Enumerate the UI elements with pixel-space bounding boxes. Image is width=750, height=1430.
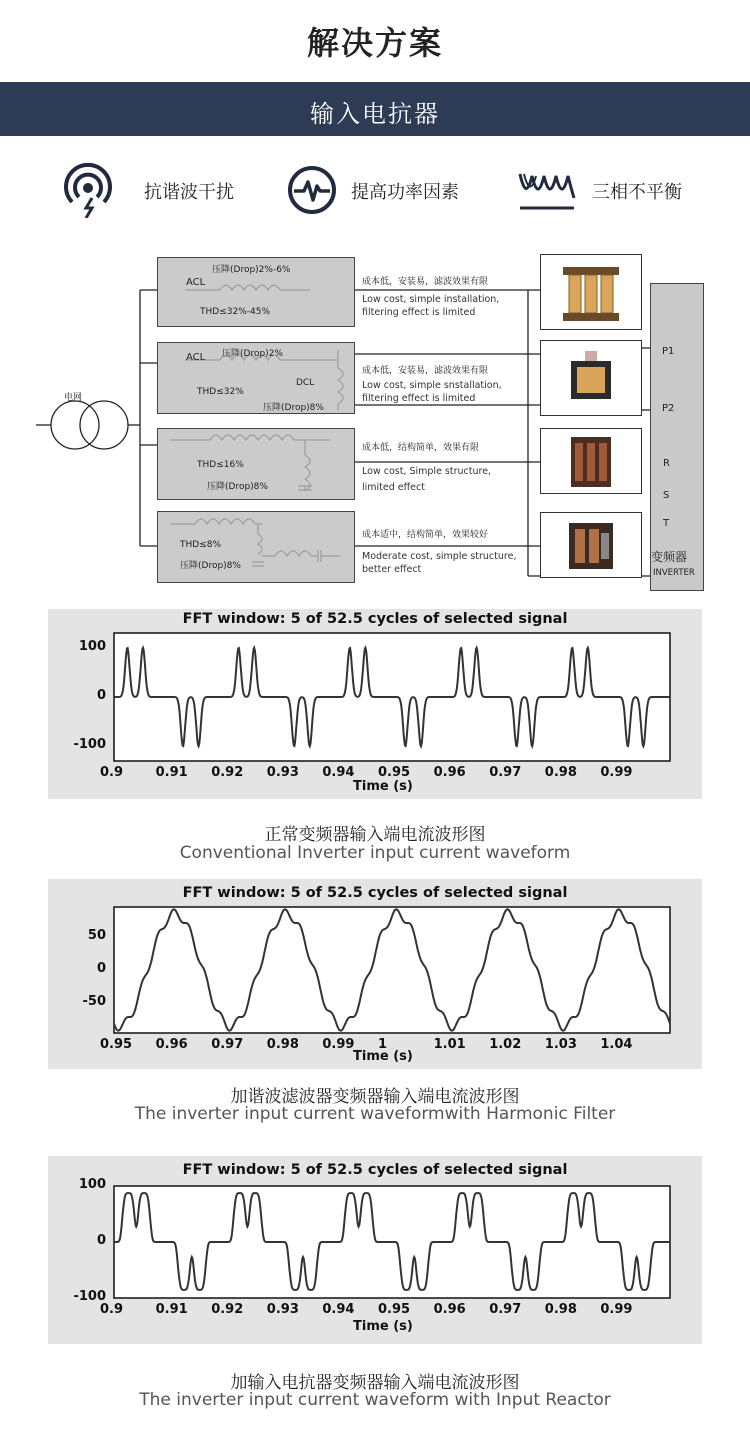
branch-desc-zh: 成本低，结构简单，效果有限 [362, 443, 480, 453]
x-tick-label: 0.94 [322, 765, 355, 780]
y-tick-label: 50 [87, 927, 106, 943]
desc-line: Low cost, simple snstallation, [362, 380, 502, 391]
y-tick-label: 100 [78, 1177, 106, 1192]
x-tick-label: 0.96 [433, 765, 466, 780]
waveform-chart-3 [48, 1156, 702, 1344]
terminal-label: P2 [662, 403, 675, 414]
chart-title: FFT window: 5 of 52.5 cycles of selected signal [182, 1162, 568, 1178]
terminal-label: R [663, 458, 670, 469]
branch-label: THD≤16% [197, 460, 244, 470]
y-tick-label: 0 [96, 961, 106, 976]
x-tick-label: 0.91 [155, 765, 188, 780]
branch-desc-en [362, 550, 516, 576]
radio-waves-icon [62, 162, 114, 218]
x-tick-label: 0.99 [600, 765, 633, 780]
x-tick-label: 0.94 [322, 1302, 355, 1317]
reactor-photo [540, 428, 642, 494]
reactor-photo [540, 512, 642, 578]
y-tick-label: 100 [78, 638, 106, 654]
x-tick-label: 0.92 [211, 1302, 244, 1317]
branch-label: 压降(Drop)8% [180, 561, 241, 571]
chart-title: FFT window: 5 of 52.5 cycles of selected signal [182, 611, 568, 627]
branch-label: DCL [296, 378, 315, 388]
x-tick-label: 0.91 [155, 1302, 188, 1317]
terminal-label: T [663, 518, 670, 529]
branch-label: 压降(Drop)8% [207, 482, 268, 492]
feature-label: 提高功率因素 [351, 182, 459, 203]
branch-desc-en [362, 464, 491, 496]
chart-caption-zh: 正常变频器输入端电流波形图 [264, 825, 486, 845]
y-tick-label: 0 [96, 688, 106, 703]
chart-caption-zh: 加输入电抗器变频器输入端电流波形图 [230, 1373, 520, 1393]
x-tick-label: 0.93 [266, 765, 299, 780]
inverter-block [650, 283, 704, 591]
inverter-label-zh: 变频器 [651, 550, 688, 564]
page-title: 解决方案 [306, 24, 443, 62]
x-tick-label: 0.96 [433, 1302, 466, 1317]
branch-desc-en [362, 379, 502, 405]
branch-label: 压降(Drop)2%-6% [212, 265, 291, 275]
chart-caption-zh: 加谐波滤波器变频器输入端电流波形图 [230, 1087, 520, 1107]
x-axis-label: Time (s) [353, 779, 413, 794]
x-tick-label: 0.98 [544, 765, 577, 780]
desc-line: better effect [362, 564, 422, 575]
x-tick-label: 0.95 [100, 1037, 133, 1052]
x-tick-label: 1 [378, 1037, 388, 1052]
terminal-label: S [663, 490, 670, 501]
branch-desc-zh: 成本低，安装易，滤波效果有限 [362, 277, 489, 287]
x-axis-label: Time (s) [353, 1319, 413, 1334]
x-axis-label: Time (s) [353, 1049, 413, 1064]
branch-label: THD≤8% [180, 540, 222, 550]
y-tick-label: -100 [73, 737, 106, 753]
branch-label: THD≤32% [197, 387, 244, 397]
branch-label: THD≤32%-45% [200, 307, 270, 317]
grid-label: 电网 [64, 393, 83, 403]
desc-line: Low cost, Simple structure, [362, 466, 492, 477]
inverter-label-en: INVERTER [653, 568, 695, 578]
x-tick-label: 0.97 [211, 1037, 244, 1052]
heartbeat-circle-icon [286, 164, 338, 216]
x-tick-label: 0.95 [378, 1302, 411, 1317]
x-tick-label: 0.99 [322, 1037, 355, 1052]
x-tick-label: 0.9 [100, 1302, 124, 1317]
desc-line: limited effect [362, 482, 425, 493]
section-banner-title: 输入电抗器 [310, 100, 440, 128]
y-tick-label: -100 [73, 1289, 106, 1304]
y-tick-label: 0 [96, 1233, 106, 1248]
branch-label: ACL [186, 277, 206, 288]
x-tick-label: 1.03 [544, 1037, 577, 1052]
reactor-photo [540, 340, 642, 416]
x-tick-label: 1.02 [489, 1037, 522, 1052]
branch-desc-zh: 成本适中，结构简单，效果较好 [362, 530, 489, 540]
desc-line: filtering effect is limited [362, 393, 476, 404]
reactor-image [541, 429, 641, 493]
x-tick-label: 0.97 [489, 1302, 522, 1317]
branch-label: 压降(Drop)8% [263, 403, 324, 413]
branch-label: 压降(Drop)2% [222, 349, 283, 359]
branch-desc-zh: 成本低，安装易，滤波效果有限 [362, 366, 489, 376]
x-tick-label: 0.98 [544, 1302, 577, 1317]
x-tick-label: 0.93 [266, 1302, 299, 1317]
reactor-image [541, 341, 641, 415]
chart-caption-en: The inverter input current waveform with Input Reactor [139, 1390, 611, 1410]
feature-label: 抗谐波干扰 [144, 182, 234, 203]
x-tick-label: 0.99 [600, 1302, 633, 1317]
x-tick-label: 0.95 [378, 765, 411, 780]
chart-caption-en: The inverter input current waveformwith Harmonic Filter [134, 1104, 616, 1124]
x-tick-label: 1.01 [433, 1037, 466, 1052]
x-tick-label: 0.98 [266, 1037, 299, 1052]
x-tick-label: 0.96 [155, 1037, 188, 1052]
waveform-chart-1 [48, 609, 702, 799]
desc-line: Low cost, simple installation, [362, 294, 500, 305]
x-tick-label: 1.04 [600, 1037, 633, 1052]
waveform-chart-2 [48, 879, 702, 1069]
x-tick-label: 0.92 [211, 765, 244, 780]
desc-line: Moderate cost, simple structure, [362, 551, 517, 562]
plot-area [114, 907, 670, 1033]
x-tick-label: 0.9 [100, 765, 124, 780]
terminal-label: P1 [662, 346, 675, 357]
feature-label: 三相不平衡 [592, 182, 682, 203]
wave-coil-icon [518, 168, 576, 212]
y-tick-label: -50 [82, 994, 106, 1010]
circuit-diagram [0, 250, 750, 590]
x-tick-label: 0.97 [489, 765, 522, 780]
branch-label: ACL [186, 352, 206, 363]
chart-title: FFT window: 5 of 52.5 cycles of selected signal [182, 885, 568, 901]
chart-caption-en: Conventional Inverter input current waveform [179, 843, 571, 863]
branch-desc-en [362, 293, 499, 319]
reactor-photo [540, 254, 642, 330]
reactor-image [541, 513, 641, 577]
reactor-image [541, 255, 641, 329]
desc-line: filtering effect is limited [362, 307, 476, 318]
